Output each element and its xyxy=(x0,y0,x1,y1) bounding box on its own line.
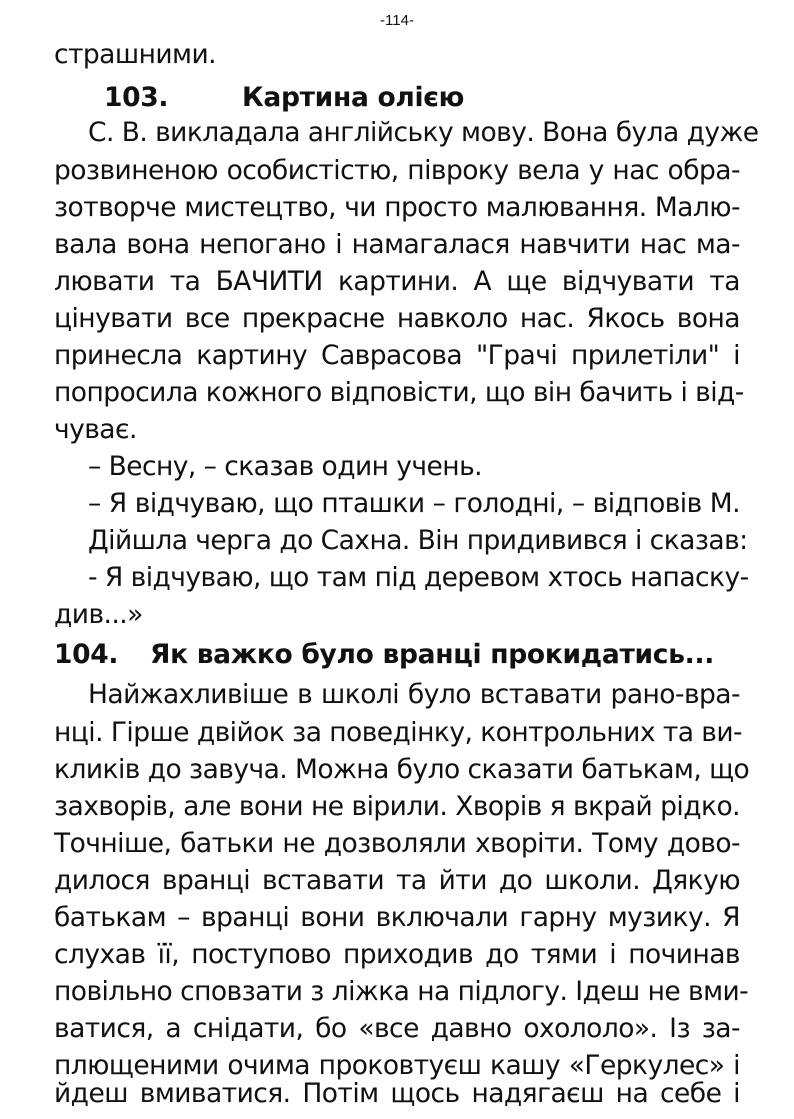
section-number: 104. xyxy=(54,639,119,670)
text-line: захворів, але вони не вірили. Хворів я вкрай рідко. xyxy=(54,791,740,822)
text-line: ватися, а снідати, бо «все давно охололо». Із за- xyxy=(54,1013,740,1044)
text-line: слухав її, поступово приходив до тями і починав xyxy=(54,939,740,970)
text-line: нці. Гірше двійок за поведінку, контрольних та ви- xyxy=(54,717,743,748)
text-line: йдеш вмиватися. Потім щось надягаєш на себе і xyxy=(54,1078,740,1109)
section-heading-103 xyxy=(0,80,794,116)
text-line: Найжахливіше в школі було вставати рано-вра- xyxy=(88,679,740,710)
text-line: страшними. xyxy=(54,39,217,70)
text-line: цінувати все прекрасне навколо нас. Якось вона xyxy=(54,303,740,334)
text-line: попросила кожного відповісти, що він бачить і від- xyxy=(54,377,744,408)
page-number: -114- xyxy=(380,12,414,29)
text-line: див...» xyxy=(54,599,143,630)
text-line: кликів до завуча. Можна було сказати батькам, що xyxy=(54,754,750,785)
text-line: повільно сповзати з ліжка на підлогу. Ідеш не вми- xyxy=(54,976,749,1007)
text-line: С. В. викладала англійську мову. Вона була дуже xyxy=(88,117,759,148)
text-line: зотворче мистецтво, чи просто малювання. Малю- xyxy=(54,192,740,223)
text-line: плющеними очима проковтуєш кашу «Геркулес» і xyxy=(54,1050,740,1081)
text-line: – Весну, – сказав один учень. xyxy=(88,451,483,482)
text-line: дилося вранці вставати та йти до школи. Дякую xyxy=(54,865,740,896)
text-line: розвиненою особистістю, півроку вела у нас обра- xyxy=(54,155,740,186)
text-line: вала вона непогано і намагалася навчити нас ма- xyxy=(54,229,740,260)
text-line: чуває. xyxy=(54,414,137,445)
section-heading-104 xyxy=(0,637,794,673)
text-line: принесла картину Саврасова "Грачі прилетіли" і xyxy=(54,340,740,371)
text-line: лювати та БАЧИТИ картини. А ще відчувати та xyxy=(54,266,740,297)
text-line: - Я відчуваю, що там під деревом хтось напаску- xyxy=(88,562,749,593)
section-title: Картина олією xyxy=(242,82,465,113)
text-line: – Я відчуваю, що пташки – голодні, – відповів М. xyxy=(88,488,740,519)
text-line: Дійшла черга до Сахна. Він придивився і сказав: xyxy=(88,525,748,556)
text-line: батькам – вранці вони включали гарну музику. Я xyxy=(54,902,740,933)
section-number: 103. xyxy=(104,82,169,113)
text-line: Точніше, батьки не дозволяли хворіти. Тому дово- xyxy=(54,828,740,859)
section-title: Як важко було вранці прокидатись... xyxy=(150,639,714,670)
